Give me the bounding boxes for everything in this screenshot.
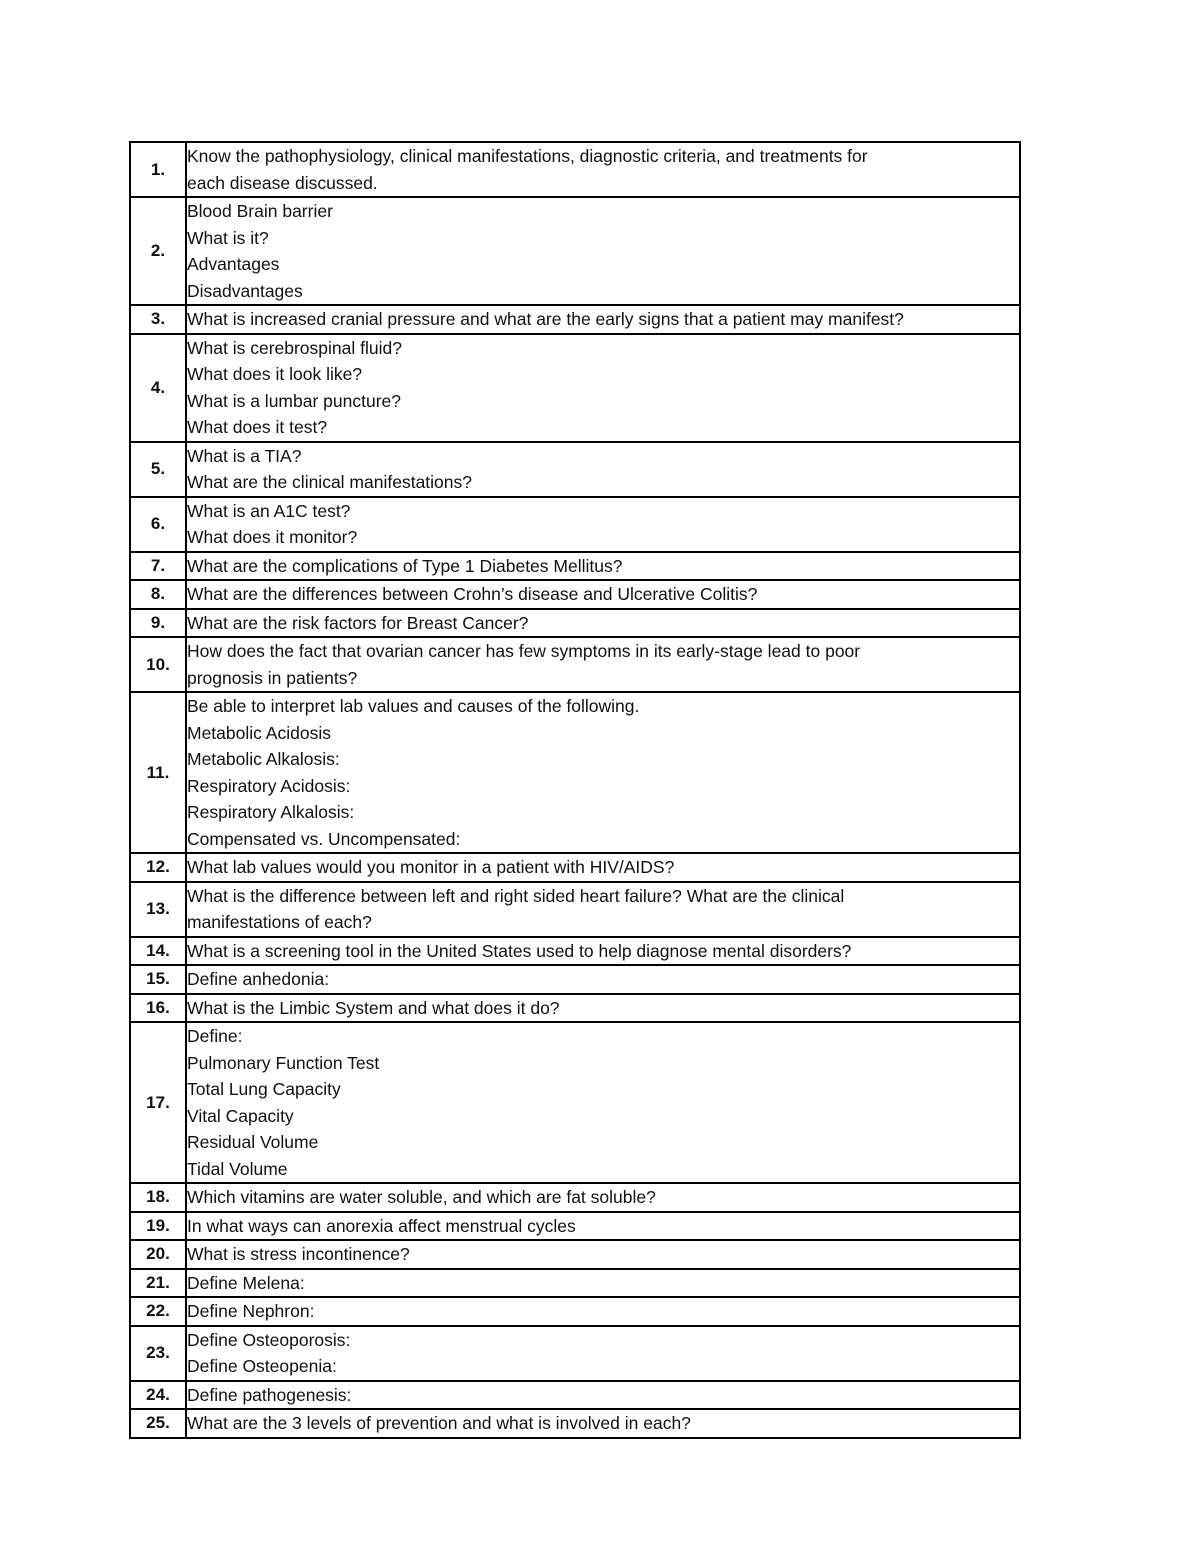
question-text-cell: [186, 1212, 1020, 1241]
question-number: 16.: [130, 994, 186, 1023]
question-line: Tidal Volume: [187, 1158, 288, 1179]
question-line: What is the Limbic System and what does it do?: [187, 997, 560, 1018]
question-line: What is cerebrospinal fluid?: [187, 337, 402, 358]
question-number: 14.: [130, 937, 186, 966]
question-line: prognosis in patients?: [187, 667, 358, 688]
question-text-cell: [186, 1269, 1020, 1298]
question-text-cell: [186, 1409, 1020, 1438]
question-line: What is a screening tool in the United States used to help diagnose mental disorders?: [187, 940, 852, 961]
question-number: 13.: [130, 882, 186, 937]
question-line: What is stress incontinence?: [187, 1244, 410, 1264]
question-row: [130, 334, 1020, 442]
question-text-cell: [186, 609, 1020, 638]
question-number: 6.: [130, 497, 186, 552]
question-row: [130, 1183, 1020, 1212]
question-line: What is a TIA?: [187, 445, 302, 466]
question-number: 3.: [130, 305, 186, 334]
question-line: In what ways can anorexia affect menstrual cycles: [187, 1215, 576, 1236]
question-line: Pulmonary Function Test: [187, 1052, 380, 1073]
question-number: 9.: [130, 609, 186, 638]
question-text-cell: [186, 853, 1020, 882]
question-number: 24.: [130, 1381, 186, 1410]
question-line: Residual Volume: [187, 1132, 319, 1152]
question-number: 12.: [130, 853, 186, 882]
question-row: [130, 637, 1020, 692]
question-number: 2.: [130, 197, 186, 305]
question-line: How does the fact that ovarian cancer has few symptoms in its early-stage lead to poor: [187, 641, 861, 661]
question-number: 23.: [130, 1326, 186, 1381]
question-row: [130, 580, 1020, 609]
question-line: Define Osteoporosis:: [187, 1329, 351, 1350]
question-row: [130, 197, 1020, 305]
question-number: 10.: [130, 637, 186, 692]
question-line: What is increased cranial pressure and what are the early signs that a patient may manifest?: [187, 309, 904, 329]
question-line: Know the pathophysiology, clinical manifestations, diagnostic criteria, and treatments for: [187, 146, 868, 166]
question-line: What are the complications of Type 1 Diabetes Mellitus?: [187, 555, 623, 576]
question-row: [130, 609, 1020, 638]
question-text-cell: [186, 142, 1020, 197]
question-text-cell: [186, 580, 1020, 609]
question-number: 18.: [130, 1183, 186, 1212]
question-number: 19.: [130, 1212, 186, 1241]
question-line: each disease discussed.: [187, 172, 378, 193]
question-text-cell: [186, 965, 1020, 994]
question-row: [130, 142, 1020, 197]
question-row: [130, 1269, 1020, 1298]
question-row: [130, 882, 1020, 937]
question-line: Define Nephron:: [187, 1301, 315, 1321]
question-line: Which vitamins are water soluble, and which are fat soluble?: [187, 1187, 656, 1207]
question-row: [130, 965, 1020, 994]
question-line: Vital Capacity: [187, 1105, 294, 1126]
question-line: manifestations of each?: [187, 912, 372, 932]
question-line: What is it?: [187, 227, 269, 248]
question-text-cell: [186, 552, 1020, 581]
question-line: Respiratory Alkalosis:: [187, 802, 355, 822]
question-text-cell: [186, 1183, 1020, 1212]
question-text-cell: [186, 1297, 1020, 1326]
question-table: [129, 141, 1021, 1439]
question-row: [130, 1326, 1020, 1381]
question-row: [130, 305, 1020, 334]
question-text-cell: [186, 497, 1020, 552]
question-number: 7.: [130, 552, 186, 581]
question-number: 8.: [130, 580, 186, 609]
question-line: Metabolic Alkalosis:: [187, 749, 340, 769]
question-row: [130, 1381, 1020, 1410]
question-line: Disadvantages: [187, 280, 303, 301]
question-row: [130, 1409, 1020, 1438]
question-line: What does it test?: [187, 417, 328, 437]
question-number: 11.: [130, 692, 186, 853]
question-row: [130, 994, 1020, 1023]
question-line: Define anhedonia:: [187, 969, 330, 989]
question-number: 17.: [130, 1022, 186, 1183]
question-line: Advantages: [187, 254, 280, 274]
study-guide-page: [129, 141, 1021, 1439]
question-line: Metabolic Acidosis: [187, 722, 331, 743]
question-text-cell: [186, 692, 1020, 853]
question-number: 20.: [130, 1240, 186, 1269]
question-number: 4.: [130, 334, 186, 442]
question-text-cell: [186, 305, 1020, 334]
question-line: What is a lumbar puncture?: [187, 390, 401, 411]
question-number: 15.: [130, 965, 186, 994]
question-line: Blood Brain barrier: [187, 201, 333, 221]
question-text-cell: [186, 994, 1020, 1023]
question-line: Total Lung Capacity: [187, 1079, 341, 1099]
question-row: [130, 1297, 1020, 1326]
question-text-cell: [186, 1381, 1020, 1410]
question-row: [130, 1240, 1020, 1269]
question-text-cell: [186, 197, 1020, 305]
question-row: [130, 1212, 1020, 1241]
question-text-cell: [186, 937, 1020, 966]
question-line: What is the difference between left and right sided heart failure? What are the clinical: [187, 885, 845, 906]
question-line: What lab values would you monitor in a patient with HIV/AIDS?: [187, 857, 675, 877]
question-line: Respiratory Acidosis:: [187, 775, 351, 796]
question-line: Define Osteopenia:: [187, 1356, 337, 1376]
question-row: [130, 853, 1020, 882]
question-number: 22.: [130, 1297, 186, 1326]
question-line: What does it look like?: [187, 364, 363, 384]
question-line: What are the 3 levels of prevention and what is involved in each?: [187, 1413, 691, 1433]
question-line: Define Melena:: [187, 1272, 305, 1293]
question-text-cell: [186, 1022, 1020, 1183]
question-text-cell: [186, 442, 1020, 497]
question-line: Define pathogenesis:: [187, 1384, 352, 1405]
question-row: [130, 497, 1020, 552]
question-number: 25.: [130, 1409, 186, 1438]
question-line: What are the risk factors for Breast Cancer?: [187, 612, 529, 633]
question-row: [130, 442, 1020, 497]
question-text-cell: [186, 882, 1020, 937]
question-row: [130, 937, 1020, 966]
question-number: 21.: [130, 1269, 186, 1298]
question-line: What are the clinical manifestations?: [187, 472, 472, 492]
question-text-cell: [186, 1240, 1020, 1269]
question-text-cell: [186, 637, 1020, 692]
question-number: 1.: [130, 142, 186, 197]
question-line: Be able to interpret lab values and causes of the following.: [187, 696, 640, 716]
question-table-body: [130, 142, 1020, 1438]
question-row: [130, 552, 1020, 581]
question-text-cell: [186, 334, 1020, 442]
question-line: What is an A1C test?: [187, 500, 351, 521]
question-number: 5.: [130, 442, 186, 497]
question-text-cell: [186, 1326, 1020, 1381]
question-line: Compensated vs. Uncompensated:: [187, 828, 461, 849]
question-row: [130, 692, 1020, 853]
question-line: Define:: [187, 1026, 243, 1046]
question-row: [130, 1022, 1020, 1183]
question-line: What are the differences between Crohn’s disease and Ulcerative Colitis?: [187, 584, 758, 604]
question-line: What does it monitor?: [187, 527, 358, 547]
